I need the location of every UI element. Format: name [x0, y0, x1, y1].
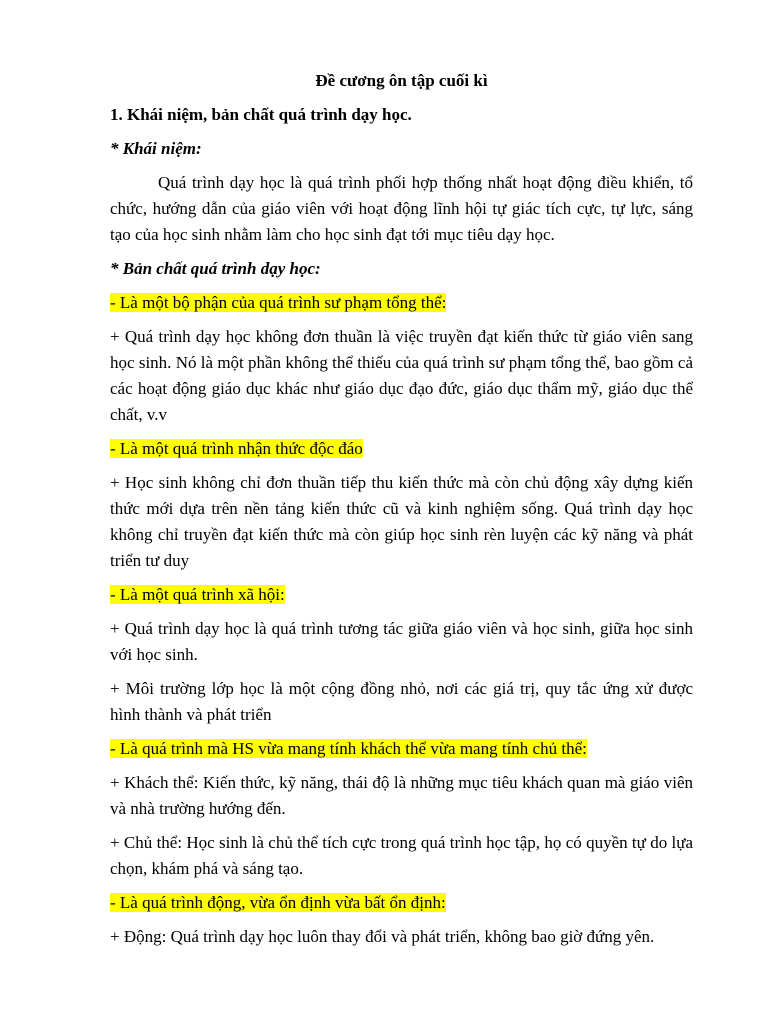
highlighted-point-3	[110, 582, 693, 608]
point-4-paragraph-2: + Chủ thể: Học sinh là chủ thể tích cực trong quá trình học tập, họ có quyền tự do lựa chọn, khám phá và sáng tạo.	[110, 833, 693, 878]
document-title: Đề cương ôn tập cuối kì	[315, 71, 488, 90]
concept-label: * Khái niệm:	[110, 139, 202, 158]
highlighted-point-2	[110, 436, 693, 462]
point-5-paragraph: + Động: Quá trình dạy học luôn thay đổi và phát triển, không bao giờ đứng yên.	[110, 927, 655, 946]
highlight-text: - Là quá trình mà HS vừa mang tính khách thể vừa mang tính chủ thể:	[110, 739, 587, 758]
concept-paragraph: Quá trình dạy học là quá trình phối hợp thống nhất hoạt động điều khiển, tổ chức, hướng dẫn của giáo viên với hoạt động lĩnh hội tự giác tích cực, tự lực, sáng tạo của học sinh nhằm làm cho học sinh đạt tới mục tiêu dạy học.	[110, 173, 693, 244]
point-3-paragraph-1: + Quá trình dạy học là quá trình tương tác giữa giáo viên và học sinh, giữa học sinh với học sinh.	[110, 619, 693, 664]
highlighted-point-5	[110, 890, 693, 916]
section-heading: 1. Khái niệm, bản chất quá trình dạy học.	[110, 105, 412, 124]
point-2-paragraph: + Học sinh không chỉ đơn thuần tiếp thu kiến thức mà còn chủ động xây dựng kiến thức mới dựa trên nền tảng kiến thức cũ và kinh nghiệm sống. Quá trình dạy học không chỉ truyền đạt kiến thức mà còn giúp học sinh rèn luyện các kỹ năng và phát triển tư duy	[110, 473, 693, 570]
highlighted-point-4	[110, 736, 693, 762]
point-3-paragraph-2: + Môi trường lớp học là một cộng đồng nhỏ, nơi các giá trị, quy tắc ứng xử được hình thành và phát triển	[110, 679, 693, 724]
point-4-paragraph-1: + Khách thể: Kiến thức, kỹ năng, thái độ là những mục tiêu khách quan mà giáo viên và nhà trường hướng đến.	[110, 773, 693, 818]
highlight-text: - Là một bộ phận của quá trình sư phạm tổng thể:	[110, 293, 447, 312]
essence-label: * Bản chất quá trình dạy học:	[110, 259, 321, 278]
highlighted-point-1	[110, 290, 693, 316]
highlight-text: - Là quá trình động, vừa ổn định vừa bất ổn định:	[110, 893, 446, 912]
highlight-text: - Là một quá trình nhận thức độc đáo	[110, 439, 363, 458]
point-1-paragraph: + Quá trình dạy học không đơn thuần là việc truyền đạt kiến thức từ giáo viên sang học sinh. Nó là một phần không thể thiếu của quá trình sư phạm tổng thể, bao gồm cả các hoạt động giáo dục khác như giáo dục đạo đức, giáo dục thẩm mỹ, giáo dục thể chất, v.v	[110, 327, 693, 424]
highlight-text: - Là một quá trình xã hội:	[110, 585, 285, 604]
document-page	[110, 68, 693, 958]
